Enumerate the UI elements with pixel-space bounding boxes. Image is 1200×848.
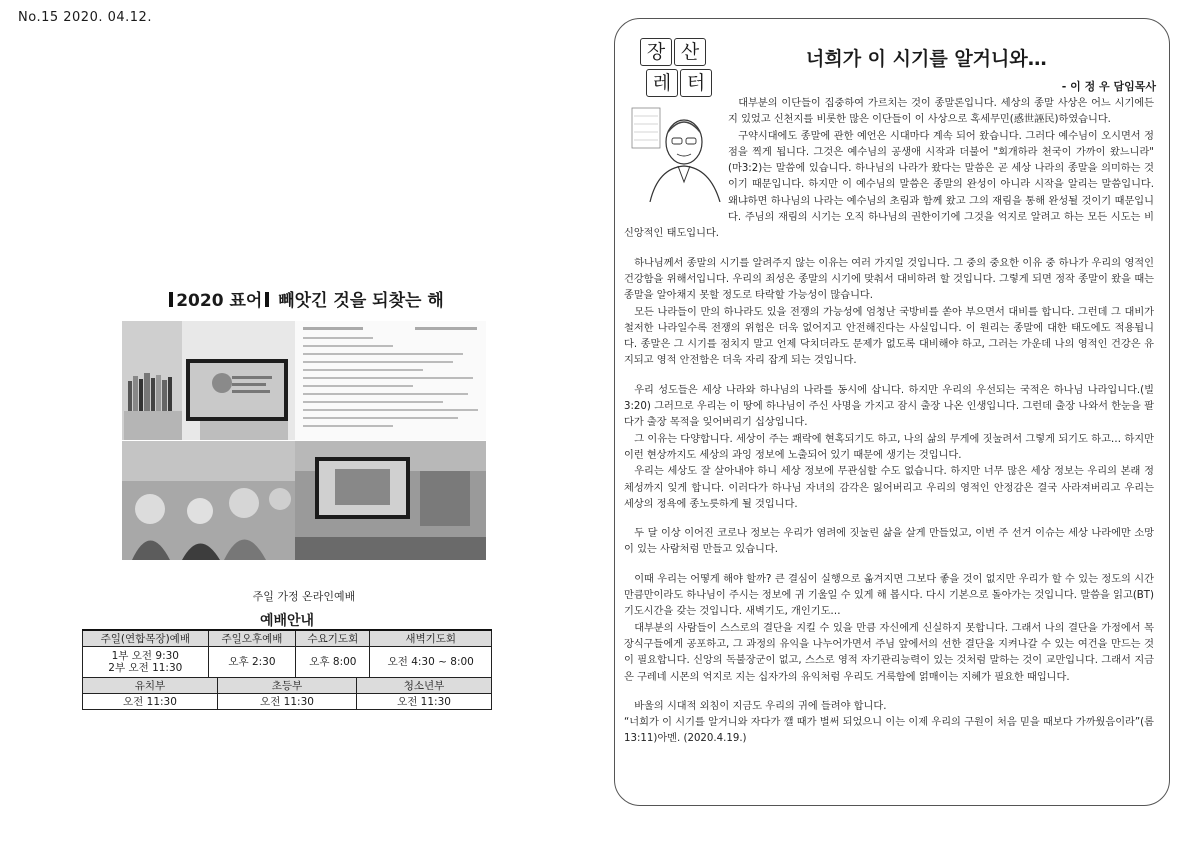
paragraph: 모든 나라들이 만의 하나라도 있을 전쟁의 가능성에 엄청난 국방비를 쏟아 부으면서 대비를 합니다. 그런데 그 대비가 철저한 나라일수록 전쟁의 위험은 더욱 없어지고 안전해진다는 사실입니다. 이 원리는 종말에 대한 태도에도 적용됩니다. 종말은 그 시기를 점치지 말고 언제 닥치더라도 문제가 없도록 대비해야 하고, 그러는 가운데 나의 영적인 건강은 유지되고 영적 안전함은 더욱 자리 잡게 되는 것입니다.: [624, 306, 1154, 367]
column-headline: 너희가 이 시기를 알거니와…: [806, 48, 1047, 70]
photo-caption: 주일 가정 온라인예배: [252, 590, 356, 603]
photo-bulletin-screen: [295, 321, 486, 440]
paragraph: “너희가 이 시기를 알거니와 자다가 깰 때가 벌써 되었으니 이는 이제 우리의 구원이 처음 믿을 때보다 가까웠음이라”(롬13:11)아멘. (2020.4.19.): [624, 717, 1154, 745]
time-line: 1부 오전 9:30: [111, 650, 179, 662]
time-cell: 오후 2:30: [208, 647, 296, 678]
service-schedule-table: [82, 629, 492, 678]
photo-online-worship: [295, 441, 486, 560]
motto-bar-icon: [265, 292, 269, 307]
column-author: - 이 정 우 담임목사: [1061, 80, 1156, 93]
motto-label: 2020 표어: [176, 291, 263, 311]
paragraph: 우리 성도들은 세상 나라와 하나님의 나라를 동시에 삽니다. 하지만 우리의 우선되는 국적은 하나님 나라입니다.(빌3:20) 그러므로 우리는 이 땅에 하나님이 주신 사명을 가지고 잠시 출장 나온 인생입니다. 그런데 출장 나와서 한눈을 팔다가 출장 목적을 잊어버리기 십상입니다.: [624, 384, 1154, 429]
paragraph: 바울의 시대적 외침이 지금도 우리의 귀에 들려야 합니다.: [634, 700, 887, 712]
logo-char: 산: [674, 38, 706, 66]
paragraph: 이때 우리는 어떻게 해야 할까? 큰 결심이 실행으로 옮겨지면 그보다 좋을 것이 없지만 우리가 할 수 있는 정도의 시간 만큼만이라도 하나님이 주시는 정보에 귀 기울일 수 있게 해 봅시다. 다시 기본으로 돌아가는 것입니다. 말씀을 읽고(BT) 기도시간을 갖는 것입니다. 새벽기도, 개인기도…: [624, 573, 1154, 618]
header-cell: 청소년부: [357, 678, 492, 694]
service-title: 예배안내: [259, 613, 315, 629]
header-cell: 유치부: [83, 678, 218, 694]
paragraph: 대부분의 사람들이 스스로의 결단을 지킬 수 있을 만큼 자신에게 신실하지 못합니다. 그래서 나의 결단을 가정에서 목장식구들에게 공포하고, 그 과정의 유익을 나누어가면서 주님 앞에서의 선한 결단을 지켜나갈 수 있는 여건을 만드는 것이 필요합니다. 신앙의 독불장군이 없고, 스스로 영적 자기관리능력이 있는 것처럼 말하는 것이 교만입니다. 그래서 지금은 구레네 시몬의 억지로 지는 십자가의 유익처럼 우리도 거룩함에 얽매이는 지혜가 필요한 때입니다.: [624, 622, 1154, 683]
paragraph: 두 달 이상 이어진 코로나 정보는 우리가 염려에 짓눌린 삶을 살게 만들었고, 이번 주 선거 이슈는 세상 나라에만 소망이 있는 사람처럼 만들고 있습니다.: [624, 528, 1154, 556]
issue-number: No.15 2020. 04.12.: [18, 10, 152, 25]
paragraph: 하나님께서 종말의 시기를 알려주지 않는 이유는 여러 가지일 것입니다. 그 중의 중요한 이유 중 하나가 우리의 영적인 건강함을 위해서입니다. 우리의 죄성은 종말의 시기에 맞춰서 대비하려 할 것입니다. 그렇게 되면 정작 종말이 왔을 때는 종말을 알아채지 못할 정도로 타락할 가능성이 많습니다.: [624, 257, 1154, 302]
time-cell: 오전 4:30 ~ 8:00: [370, 647, 492, 678]
table-row: [83, 647, 492, 678]
header-cell: 주일오후예배: [208, 630, 296, 647]
education-schedule-table: [82, 677, 492, 710]
header-cell: 초등부: [217, 678, 356, 694]
paragraph: 대부분의 이단들이 집중하여 가르치는 것이 종말론입니다. 세상의 종말 사상은 어느 시기에든지 있었고 신천지를 비롯한 많은 이단들이 이 사상으로 혹세무민(惑世誣民)하였습니다.: [728, 98, 1154, 126]
time-cell: 오전 11:30: [83, 694, 218, 710]
time-line: 2부 오전 11:30: [108, 662, 183, 674]
year-motto: [125, 286, 485, 311]
time-cell: 오후 8:00: [296, 647, 370, 678]
time-cell: 오전 11:30: [357, 694, 492, 710]
paragraph: 그 이유는 다양합니다. 세상이 주는 쾌락에 현혹되기도 하고, 나의 삶의 무게에 짓눌려서 그렇게 되기도 하고… 하지만 이런 현상까지도 세상의 과잉 정보에 노출되어 있기 때문에 생기는 것입니다.: [624, 433, 1154, 461]
motto-bar-icon: [169, 292, 173, 307]
table-row: [83, 694, 492, 710]
photo-tv-bookshelf: [122, 321, 295, 440]
time-cell: 오전 11:30: [217, 694, 356, 710]
header-cell: 새벽기도회: [370, 630, 492, 647]
logo-char: 터: [680, 69, 712, 97]
column-logo: [638, 38, 718, 100]
table-row: [83, 678, 492, 694]
column-body: [624, 96, 1154, 748]
motto-text: 빼앗긴 것을 되찾는 해: [278, 291, 444, 311]
logo-char: 레: [646, 69, 678, 97]
header-cell: 주일(연합목장)예배: [83, 630, 209, 647]
photo-children-watching: [122, 441, 295, 560]
paragraph: 우리는 세상도 잘 살아내야 하니 세상 정보에 무관심할 수도 없습니다. 하지만 너무 많은 세상 정보는 우리의 본래 정체성까지 잊게 합니다. 이러다가 하나님 자녀의 감각은 잃어버리고 우리의 영적인 안정감은 결국 사라져버리고 우리는 세상의 정욕에 종노릇하게 될 것입니다.: [624, 466, 1154, 510]
logo-char: 장: [640, 38, 672, 66]
table-row: [83, 630, 492, 647]
paragraph: 구약시대에도 종말에 관한 예언은 시대마다 계속 되어 왔습니다. 그러다 예수님이 오시면서 정점을 찍게 됩니다. 그것은 예수님의 공생애 시작과 더불어 "회개하라 천국이 가까이 왔느니라"(마3:2)는 말씀에 있습니다. 하나님의 나라가 왔다는 말씀은 곧 세상 나라의 종말을 의미하는 것이기 때문입니다. 하지만 이 예수님의 말씀은 종말의 완성이 아니라 시작을 알리는 말씀입니다. 왜냐하면 하나님의 나라는 예수님의 초림과 함께 왔고 그의 재림을 통해 완성될 것이기 때문입니다. 주님의 재림의 시기는 오직 하나님의 권한이기에 그것을 억지로 알려고 하는 모든 시도는 비신앙적인 태도입니다.: [624, 130, 1154, 240]
header-cell: 수요기도회: [296, 630, 370, 647]
time-cell: [83, 647, 209, 678]
portrait-spacer: [624, 96, 728, 224]
